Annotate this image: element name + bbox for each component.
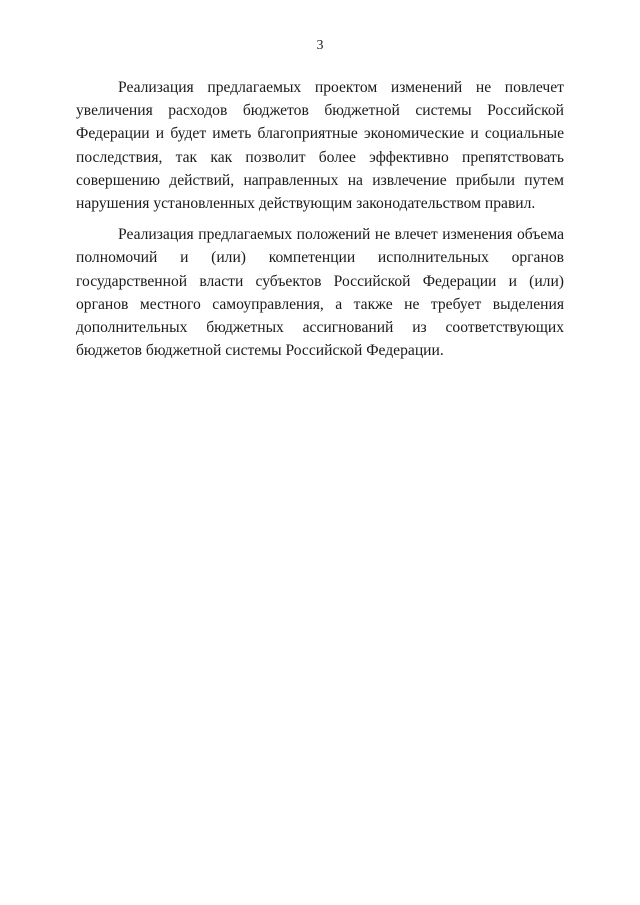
page-number: 3 [316, 38, 324, 53]
document-body [76, 76, 564, 370]
paragraph-financial-consequences: Реализация предлагаемых проектом изменений не повлечет увеличения расходов бюджетов бюджетной системы Российской Федерации и будет иметь благоприятные экономические и социальные последствия, так как позволит более эффективно препятствовать совершению действий, направленных на извлечение прибыли путем нарушения установленных действующим законодательством правил. [76, 79, 564, 213]
paragraph-authority-scope: Реализация предлагаемых положений не влечет изменения объема полномочий и (или) компетенции исполнительных органов государственной власти субъектов Российской Федерации и (или) органов местного самоуправления, а также не требует выделения дополнительных бюджетных ассигнований из соответствующих бюджетов бюджетной системы Российской Федерации. [76, 226, 564, 360]
